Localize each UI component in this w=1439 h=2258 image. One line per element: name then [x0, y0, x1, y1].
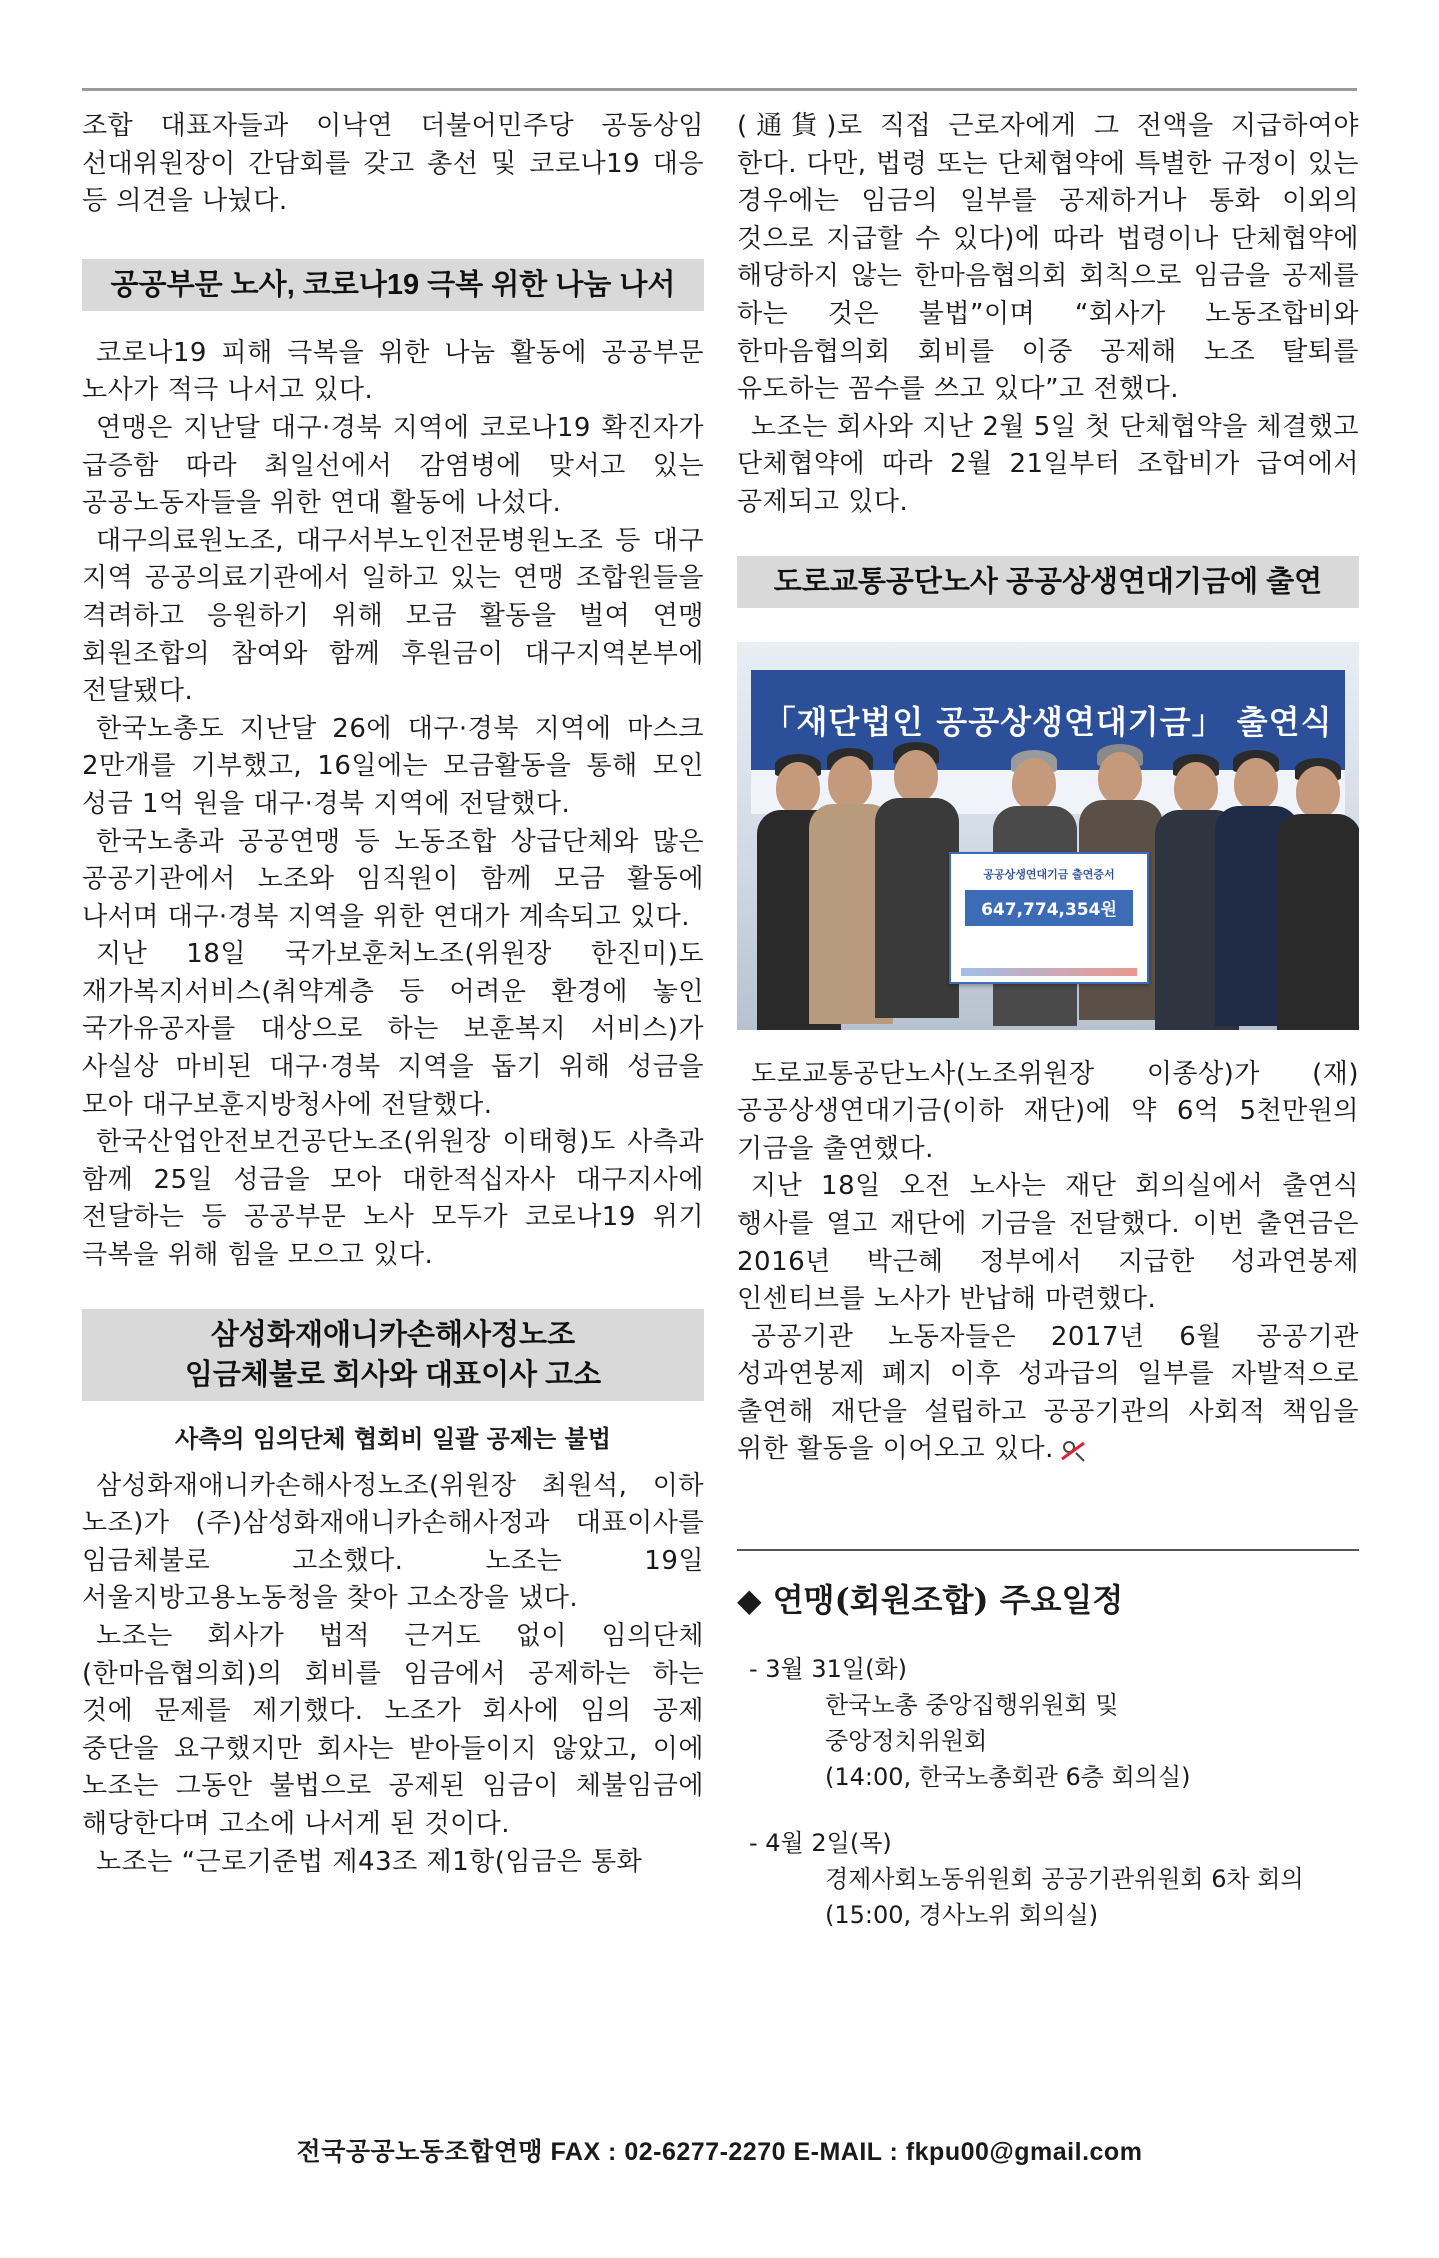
continuation-paragraph: (通貨)로 직접 근로자에게 그 전액을 지급하여야 한다. 다만, 법령 또는 단체협약에 특별한 규정이 있는 경우에는 임금의 일부를 공제하거나 통화 이외의 것으로 지급할 수 있다)에 따라 법령이나 단체협약에 해당하지 않는 한마음협의회 회칙으로 임금을 공제를 하는 것은 불법”이며 “회사가 노동조합비와 한마음협의회 회비를 이중 공제해 노조 탈퇴를 유도하는 꼼수를 쓰고 있다”고 전했다. [737, 111, 1359, 405]
continuation-paragraph: 노조는 회사와 지난 2월 5일 첫 단체협약을 체결했고 단체협약에 따라 2월 21일부터 조합비가 급여에서 공제되고 있다. [737, 411, 1359, 517]
article3-paragraph: 지난 18일 오전 노사는 재단 회의실에서 출연식 행사를 열고 재단에 기금을 전달했다. 이번 출연금은 2016년 박근혜 정부에서 지급한 성과연봉제 인센티브를 노사가 반납해 마련했다. [737, 1171, 1359, 1315]
article1-paragraph: 한국노총과 공공연맹 등 노동조합 상급단체와 많은 공공기관에서 노조와 임직원이 함께 모금 활동에 나서며 대구·경북 지역을 위한 연대가 계속되고 있다. [82, 826, 704, 932]
article3-paragraph [737, 1319, 1359, 1469]
article1-paragraph: 지난 18일 국가보훈처노조(위원장 한진미)도 재가복지서비스(취약계층 등 어려운 환경에 놓인 국가유공자를 대상으로 하는 보훈복지 서비스)가 사실상 마비된 대구·경북 지역을 돕기 위해 성금을 모아 대구보훈지방청사에 전달했다. [82, 939, 704, 1120]
photo-banner-text: 「재단법인 공공상생연대기금」 출연식 [763, 702, 1333, 741]
article1-paragraph: 대구의료원노조, 대구서부노인전문병원노조 등 대구 지역 공공의료기관에서 일하고 있는 연맹 조합원들을 격려하고 응원하기 위해 모금 활동을 벌여 연맹 회원조합의 참여와 함께 후원금이 대구지역본부에 전달됐다. [82, 525, 704, 707]
article3-title: 도로교통공단노사 공공상생연대기금에 출연 [737, 556, 1359, 608]
intro-paragraph: 조합 대표자들과 이낙연 더불어민주당 공동상임 선대위원장이 간담회를 갖고 총선 및 코로나19 대응 등 의견을 나눴다. [82, 111, 704, 217]
article1-paragraph: 한국노총도 지난달 26에 대구·경북 지역에 마스크 2만개를 기부했고, 16일에는 모금활동을 통해 모인 성금 1억 원을 대구·경북 지역에 전달했다. [82, 713, 704, 819]
schedule-line: 한국노총 중앙집행위원회 및 [825, 1691, 1119, 1720]
article2-subtitle: 사측의 임의단체 협회비 일괄 공제는 불법 [175, 1424, 611, 1453]
schedule-item [737, 1651, 1359, 1795]
top-rule [82, 88, 1357, 91]
certificate-title: 공공상생연대기금 출연증서 [983, 867, 1115, 881]
page-footer: 전국공공노동조합연맹 FAX : 02-6277-2270 E-MAIL : fkpu00@gmail.com [296, 2138, 1143, 2166]
schedule-title: ◆ 연맹(회원조합) 주요일정 [737, 1581, 1124, 1620]
schedule-date: - 4월 2일(목) [749, 1829, 892, 1858]
certificate-amount: 647,774,354원 [965, 890, 1133, 926]
right-column [737, 108, 1359, 1933]
donation-certificate [949, 852, 1149, 984]
article2-title-line2: 임금체불로 회사와 대표이사 고소 [184, 1358, 602, 1391]
schedule-line: 경제사회노동위원회 공공기관위원회 6차 회의 [825, 1865, 1304, 1894]
article3-paragraph: 도로교통공단노사(노조위원장 이종상)가 (재)공공상생연대기금(이하 재단)에 약 6억 5천만원의 기금을 출연했다. [737, 1058, 1359, 1164]
schedule-date: - 3월 31일(화) [749, 1655, 908, 1684]
left-column [82, 108, 704, 1881]
article1-title: 공공부문 노사, 코로나19 극복 위한 나눔 나서 [82, 259, 704, 311]
ceremony-photo [737, 642, 1359, 1030]
schedule-line: 중앙정치위원회 [825, 1727, 988, 1756]
article2-paragraph: 삼성화재애니카손해사정노조(위원장 최원석, 이하 노조)가 (주)삼성화재애니카손해사정과 대표이사를 임금체불로 고소했다. 노조는 19일 서울지방고용노동청을 찾아 고소장을 냈다. [82, 1470, 704, 1614]
article2-paragraph: 노조는 회사가 법적 근거도 없이 임의단체(한마음협의회)의 회비를 임금에서 공제하는 하는 것에 문제를 제기했다. 노조가 회사에 임의 공제 중단을 요구했지만 회사는 받아들이지 않았고, 이에 노조는 그동안 불법으로 공제된 임금이 체불임금에 해당한다며 고소에 나서게 된 것이다. [82, 1621, 704, 1839]
schedule-rule [737, 1549, 1359, 1551]
schedule-line: (14:00, 한국노총회관 6층 회의실) [825, 1763, 1191, 1792]
article2-title [82, 1309, 704, 1401]
schedule-line: (15:00, 경사노위 회의실) [825, 1901, 1099, 1930]
article3-paragraph-text: 공공기관 노동자들은 2017년 6월 공공기관 성과연봉제 폐지 이후 성과급의 일부를 자발적으로 출연해 재단을 설립하고 공공기관의 사회적 책임을 위한 활동을 이어오고 있다. [737, 1321, 1359, 1465]
article1-paragraph: 한국산업안전보건공단노조(위원장 이태형)도 사측과 함께 25일 성금을 모아 대한적십자사 대구지사에 전달하는 등 공공부문 노사 모두가 코로나19 위기 극복을 위해 힘을 모으고 있다. [82, 1127, 704, 1271]
end-mark-icon [1058, 1435, 1088, 1465]
article2-paragraph: 노조는 “근로기준법 제43조 제1항(임금은 통화 [96, 1846, 643, 1877]
article1-paragraph: 연맹은 지난달 대구·경북 지역에 코로나19 확진자가 급증함 따라 최일선에서 감염병에 맞서고 있는 공공노동자들을 위한 연대 활동에 나섰다. [82, 412, 704, 519]
article2-title-line1: 삼성화재애니카손해사정노조 [210, 1318, 576, 1351]
schedule-item [737, 1825, 1359, 1933]
article1-paragraph: 코로나19 피해 극복을 위한 나눔 활동에 공공부문 노사가 적극 나서고 있다. [82, 337, 704, 406]
